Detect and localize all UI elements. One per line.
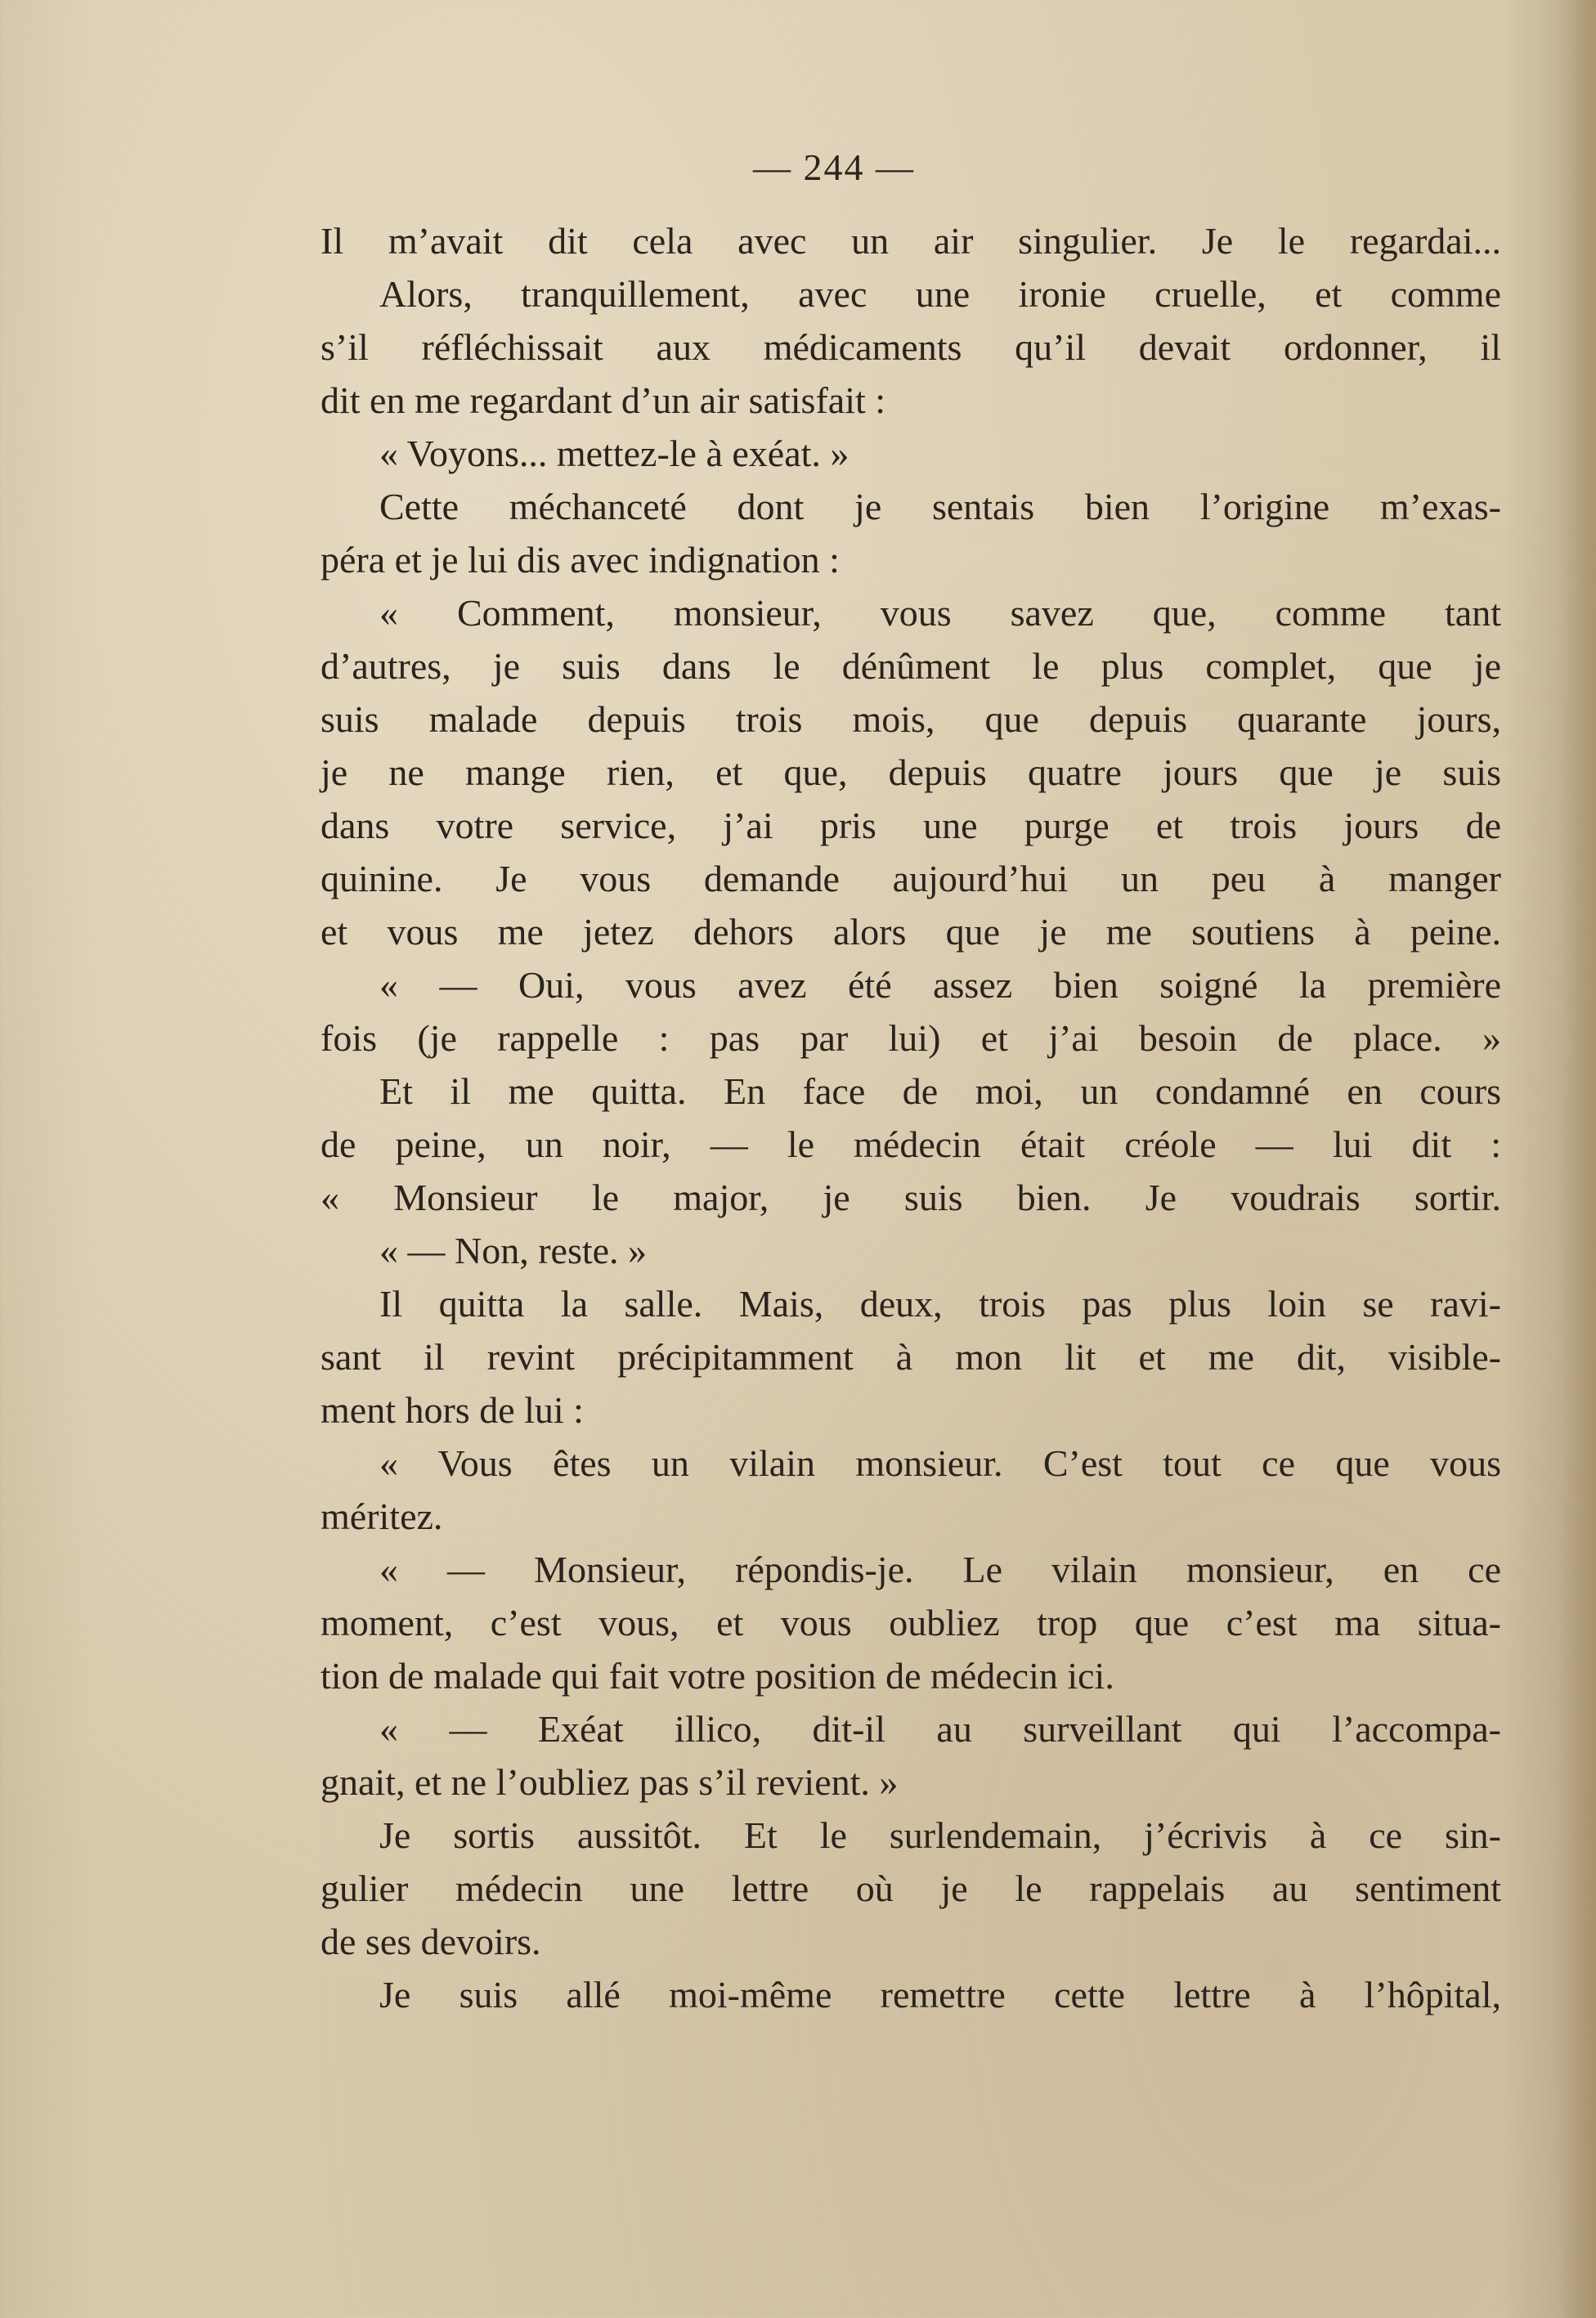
text-line: « Comment, monsieur, vous savez que, comme tant	[379, 592, 1501, 634]
text-line: sant il revint précipitamment à mon lit et me dit, visible-	[321, 1336, 1501, 1378]
text-line: Il quitta la salle. Mais, deux, trois pas plus loin se ravi-	[379, 1283, 1501, 1325]
text-line: dit en me regardant d’un air satisfait :	[321, 379, 886, 421]
text-line: ment hors de lui :	[321, 1389, 584, 1431]
text-line: et vous me jetez dehors alors que je me soutiens à peine.	[321, 911, 1501, 953]
text-line: je ne mange rien, et que, depuis quatre jours que je suis	[321, 751, 1501, 793]
text-line: « — Oui, vous avez été assez bien soigné la première	[379, 964, 1501, 1006]
text-line: Il m’avait dit cela avec un air singulier. Je le regardai...	[321, 220, 1501, 262]
body-text	[321, 214, 1501, 2021]
page-number: — 244 —	[753, 146, 915, 188]
text-line: gnait, et ne l’oubliez pas s’il revient. »	[321, 1761, 899, 1803]
text-line: péra et je lui dis avec indignation :	[321, 539, 840, 581]
text-line: Alors, tranquillement, avec une ironie cruelle, et comme	[379, 273, 1501, 315]
text-line: « Vous êtes un vilain monsieur. C’est tout ce que vous	[379, 1442, 1501, 1484]
text-line: suis malade depuis trois mois, que depuis quarante jours,	[321, 698, 1501, 740]
text-line: Je sortis aussitôt. Et le surlendemain, j’écrivis à ce sin-	[379, 1814, 1501, 1856]
text-line: dans votre service, j’ai pris une purge et trois jours de	[321, 805, 1501, 846]
text-line: tion de malade qui fait votre position de médecin ici.	[321, 1655, 1114, 1697]
text-line: « — Non, reste. »	[379, 1230, 648, 1271]
text-line: « Monsieur le major, je suis bien. Je voudrais sortir.	[321, 1177, 1501, 1218]
text-line: quinine. Je vous demande aujourd’hui un peu à manger	[321, 858, 1501, 899]
text-line: fois (je rappelle : pas par lui) et j’ai besoin de place. »	[321, 1017, 1501, 1059]
text-line: de peine, un noir, — le médecin était créole — lui dit :	[321, 1123, 1501, 1165]
text-line: d’autres, je suis dans le dénûment le plus complet, que je	[321, 645, 1501, 687]
page-edge-shadow	[1558, 0, 1596, 2318]
text-line: de ses devoirs.	[321, 1921, 541, 1962]
text-line: moment, c’est vous, et vous oubliez trop que c’est ma situa-	[321, 1602, 1501, 1643]
text-line: Je suis allé moi-même remettre cette lettre à l’hôpital,	[379, 1974, 1501, 2015]
text-line: méritez.	[321, 1495, 443, 1537]
text-line: Et il me quitta. En face de moi, un condamné en cours	[379, 1070, 1501, 1112]
text-line: « — Exéat illico, dit-il au surveillant qui l’accompa-	[379, 1708, 1501, 1750]
text-line: « Voyons... mettez-le à exéat. »	[379, 433, 850, 474]
text-line: Cette méchanceté dont je sentais bien l’origine m’exas-	[379, 486, 1501, 527]
text-line: s’il réfléchissait aux médicaments qu’il devait ordonner, il	[321, 326, 1501, 368]
text-line: gulier médecin une lettre où je le rappelais au sentiment	[321, 1867, 1501, 1909]
text-line: « — Monsieur, répondis-je. Le vilain monsieur, en ce	[379, 1549, 1501, 1590]
